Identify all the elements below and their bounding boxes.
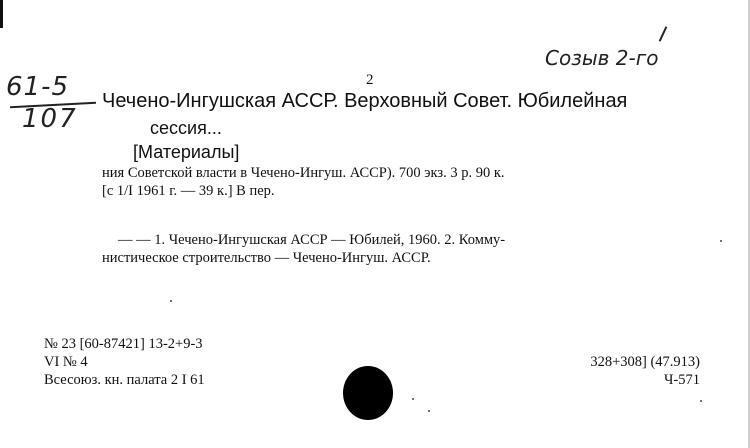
subject-line: нистическое строительство — Чечено-Ингуш. АССР. — [102, 250, 431, 266]
footer-left-line: № 23 [60-87421] 13-2+9-3 — [44, 336, 203, 352]
paper-speck — [700, 400, 702, 402]
paper-speck — [428, 410, 430, 412]
paper-speck — [170, 300, 172, 302]
paper-speck — [720, 240, 722, 242]
footer-right-line: 328+308] (47.913) — [590, 354, 700, 370]
corner-mark — [0, 0, 3, 28]
body-line: ния Советской власти в Чечено-Ингуш. АССР). 700 экз. 3 р. 90 к. — [102, 165, 505, 181]
heading-superscript: 2 — [366, 72, 374, 88]
body-line: [с 1/I 1961 г. — 39 к.] В пер. — [102, 183, 275, 199]
handwritten-call-number-top: 61-5 — [6, 72, 70, 102]
handwritten-corner-note: Созыв 2-го — [545, 46, 659, 70]
footer-right-line: Ч-571 — [663, 372, 700, 388]
handwritten-tick — [659, 26, 668, 41]
subject-line: — — 1. Чечено-Ингушская АССР — Юбилей, 1960. 2. Комму- — [118, 232, 506, 248]
handwritten-call-number-bottom: 107 — [22, 104, 78, 134]
footer-left-line: VI № 4 — [44, 354, 88, 370]
footer-left-line: Всесоюз. кн. палата 2 I 61 — [44, 372, 205, 388]
materials-note: [Материалы] — [133, 142, 240, 162]
paper-speck — [412, 398, 414, 400]
punch-hole — [343, 366, 393, 420]
card-heading: Чечено-Ингушская АССР. Верховный Совет. Юбилейная — [102, 90, 628, 112]
heading-continuation: сессия... — [150, 118, 222, 138]
